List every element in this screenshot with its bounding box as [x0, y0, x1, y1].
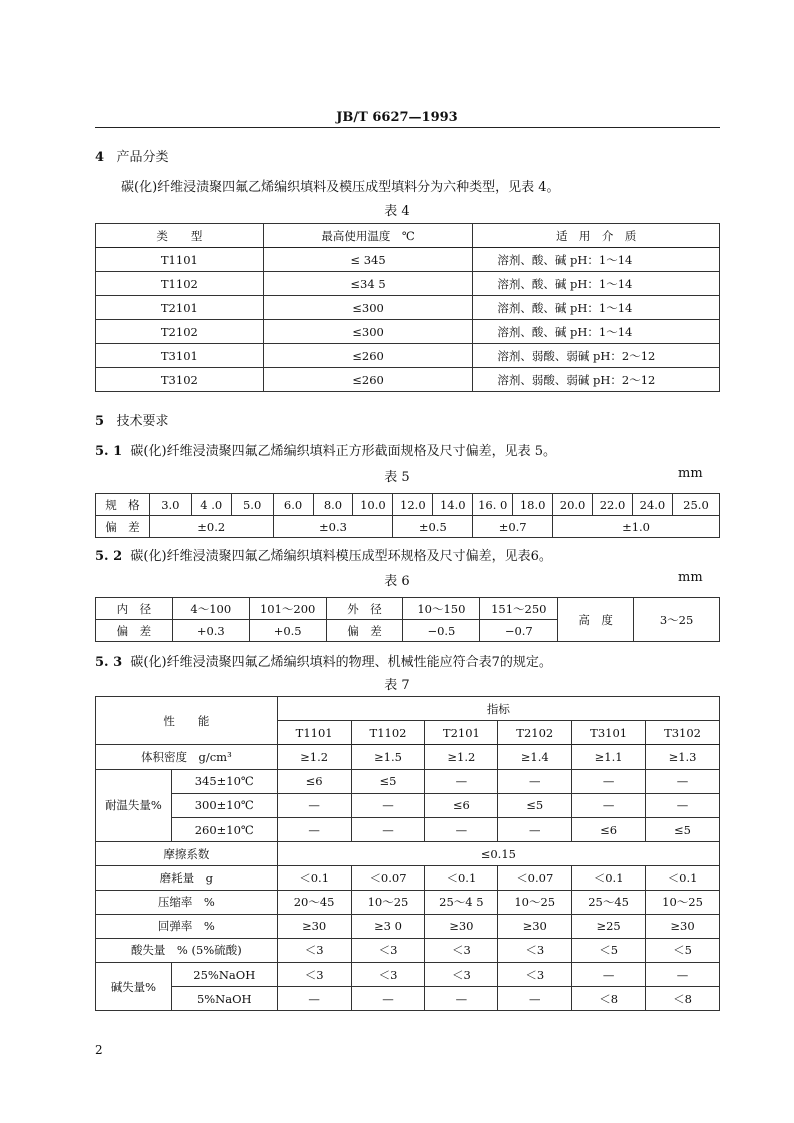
table-cell: ＜3 — [498, 963, 572, 987]
row-label: 偏 差 — [96, 620, 173, 642]
table-cell: +0.5 — [249, 620, 326, 642]
row-label: 压缩率 % — [96, 890, 278, 914]
section-number: 4 — [95, 150, 105, 165]
table-row — [96, 866, 720, 890]
table-cell: 10～25 — [646, 890, 720, 914]
table-cell: 10～150 — [403, 598, 480, 620]
table-cell: ≤5 — [351, 769, 425, 793]
type-header: T1101 — [277, 721, 351, 745]
table-cell: 溶剂、酸、碱 pH：1～14 — [473, 272, 720, 296]
row-label: 摩擦系数 — [96, 842, 278, 866]
table-cell: ±0.2 — [149, 516, 273, 538]
table-cell: ≤0.15 — [277, 842, 719, 866]
table-header-row — [96, 697, 720, 721]
table-cell: ≤6 — [572, 817, 646, 841]
table-4 — [95, 223, 720, 392]
table-cell: 12.0 — [393, 494, 433, 516]
table-cell: 10～25 — [498, 890, 572, 914]
sub-label: 345±10℃ — [171, 769, 277, 793]
sub-label: 25%NaOH — [171, 963, 277, 987]
table-cell: ≤6 — [277, 769, 351, 793]
row-label: 内 径 — [96, 598, 173, 620]
row-label: 规 格 — [96, 494, 150, 516]
sub-label: 260±10℃ — [171, 817, 277, 841]
table-cell: ≥1.4 — [498, 745, 572, 769]
table-cell: 24.0 — [632, 494, 672, 516]
table-row — [96, 494, 720, 516]
row-label: 体积密度 g/cm³ — [96, 745, 278, 769]
table-header: 类 型 — [96, 224, 264, 248]
table-row — [96, 272, 720, 296]
table-cell: ＜5 — [572, 938, 646, 962]
clause-5-3 — [95, 651, 552, 670]
standard-header: JB/T 6627—1993 — [336, 110, 458, 125]
table-cell: 10～25 — [351, 890, 425, 914]
table-cell: −0.5 — [403, 620, 480, 642]
type-header: T3101 — [572, 721, 646, 745]
table-cell: ＜3 — [498, 938, 572, 962]
section-5-heading — [95, 410, 168, 429]
table-cell: 溶剂、酸、碱 pH：1～14 — [473, 296, 720, 320]
table-row — [96, 598, 720, 620]
row-label: 酸失量 % (5%硫酸) — [96, 938, 278, 962]
table-cell: — — [425, 817, 498, 841]
row-label: 偏 差 — [326, 620, 403, 642]
table-cell: T1102 — [96, 272, 264, 296]
table-cell: 101～200 — [249, 598, 326, 620]
header-rule — [95, 127, 720, 128]
paragraph-4: 碳(化)纤维浸渍聚四氟乙烯编织填料及模压成型填料分为六种类型，见表 4。 — [121, 180, 560, 195]
table-cell: ≥1.5 — [351, 745, 425, 769]
table-row — [96, 516, 720, 538]
table-cell: 溶剂、酸、碱 pH：1～14 — [473, 320, 720, 344]
table-cell: −0.7 — [480, 620, 558, 642]
table-4-caption: 表 4 — [384, 204, 410, 219]
table-cell: 20.0 — [553, 494, 593, 516]
table-cell: 3～25 — [634, 598, 720, 642]
table-row — [96, 296, 720, 320]
table-cell: 4～100 — [172, 598, 249, 620]
table-cell: 溶剂、弱酸、弱碱 pH：2～12 — [473, 344, 720, 368]
type-header: T2102 — [498, 721, 572, 745]
table-cell: ≤260 — [263, 368, 473, 392]
table-cell: ＜0.1 — [277, 866, 351, 890]
table-cell: 20～45 — [277, 890, 351, 914]
table-5 — [95, 493, 720, 538]
table-cell: ≥1.1 — [572, 745, 646, 769]
table-cell: ＜8 — [572, 987, 646, 1011]
table-cell: ±0.3 — [273, 516, 393, 538]
table-cell: ＜3 — [425, 963, 498, 987]
table-cell: 6.0 — [273, 494, 313, 516]
table-cell: — — [277, 817, 351, 841]
clause-text: 碳(化)纤维浸渍聚四氟乙烯编织填料正方形截面规格及尺寸偏差，见表 5。 — [130, 444, 556, 459]
table-cell: ＜3 — [277, 963, 351, 987]
table-cell: ≤260 — [263, 344, 473, 368]
table-cell: ±1.0 — [553, 516, 720, 538]
table-6 — [95, 597, 720, 642]
table-cell: 14.0 — [433, 494, 473, 516]
index-header: 指标 — [277, 697, 719, 721]
clause-5-2 — [95, 545, 552, 564]
table-cell: 25～4 5 — [425, 890, 498, 914]
clause-number: 5. 1 — [95, 444, 123, 459]
table-cell: 5.0 — [231, 494, 273, 516]
table-7 — [95, 696, 720, 1011]
table-row — [96, 769, 720, 793]
table-cell: ＜3 — [425, 938, 498, 962]
table-row — [96, 745, 720, 769]
table-row — [96, 320, 720, 344]
table-cell: T1101 — [96, 248, 264, 272]
table-header: 最高使用温度 ℃ — [263, 224, 473, 248]
table-row — [96, 963, 720, 987]
table-cell: 8.0 — [313, 494, 353, 516]
table-cell: 25～45 — [572, 890, 646, 914]
table-cell: ≤300 — [263, 296, 473, 320]
section-4-heading — [95, 146, 168, 165]
table-cell: T2102 — [96, 320, 264, 344]
table-cell: ≥1.2 — [425, 745, 498, 769]
table-cell: 16. 0 — [473, 494, 513, 516]
table-cell: 25.0 — [672, 494, 719, 516]
table-5-unit: mm — [678, 466, 703, 481]
table-row — [96, 344, 720, 368]
table-cell: ≤6 — [425, 793, 498, 817]
clause-5-1 — [95, 440, 556, 459]
table-cell: — — [646, 769, 720, 793]
table-cell: ＜0.07 — [498, 866, 572, 890]
table-row — [96, 793, 720, 817]
table-cell: ≥30 — [498, 914, 572, 938]
clause-number: 5. 2 — [95, 549, 123, 564]
table-cell: 22.0 — [593, 494, 633, 516]
table-cell: 10.0 — [353, 494, 393, 516]
table-cell: — — [498, 817, 572, 841]
table-cell: ≥25 — [572, 914, 646, 938]
row-label: 磨耗量 g — [96, 866, 278, 890]
sub-label: 300±10℃ — [171, 793, 277, 817]
table-row — [96, 987, 720, 1011]
table-cell: ≥30 — [646, 914, 720, 938]
table-cell: — — [498, 769, 572, 793]
section-title: 技术要求 — [116, 414, 169, 429]
table-cell: — — [277, 987, 351, 1011]
table-cell: — — [572, 769, 646, 793]
table-cell: ＜3 — [351, 963, 425, 987]
table-cell: 18.0 — [513, 494, 553, 516]
table-row — [96, 248, 720, 272]
table-row — [96, 368, 720, 392]
table-cell: ＜5 — [646, 938, 720, 962]
table-cell: 4 .0 — [191, 494, 231, 516]
table-cell: ≥1.2 — [277, 745, 351, 769]
table-cell: ＜0.07 — [351, 866, 425, 890]
section-number: 5 — [95, 414, 105, 429]
table-cell: — — [351, 987, 425, 1011]
table-cell: ≤5 — [498, 793, 572, 817]
row-label: 偏 差 — [96, 516, 150, 538]
table-cell: ≤34 5 — [263, 272, 473, 296]
table-cell: 3.0 — [149, 494, 191, 516]
table-cell: — — [572, 963, 646, 987]
table-cell: 溶剂、弱酸、弱碱 pH：2～12 — [473, 368, 720, 392]
table-cell: — — [646, 963, 720, 987]
row-label: 碱失量% — [96, 963, 172, 1011]
table-cell: ＜0.1 — [425, 866, 498, 890]
table-cell: ＜0.1 — [572, 866, 646, 890]
table-cell: T3101 — [96, 344, 264, 368]
table-cell: ＜0.1 — [646, 866, 720, 890]
table-cell: 151～250 — [480, 598, 558, 620]
table-row — [96, 890, 720, 914]
table-header-row — [96, 224, 720, 248]
table-cell: — — [425, 987, 498, 1011]
type-header: T3102 — [646, 721, 720, 745]
table-cell: ≥30 — [425, 914, 498, 938]
table-cell: ≥30 — [277, 914, 351, 938]
row-label: 回弹率 % — [96, 914, 278, 938]
table-cell: ≤ 345 — [263, 248, 473, 272]
table-6-caption: 表 6 — [384, 574, 410, 589]
table-cell: — — [351, 793, 425, 817]
type-header: T1102 — [351, 721, 425, 745]
page-number: 2 — [95, 1043, 103, 1057]
table-row — [96, 842, 720, 866]
table-cell: +0.3 — [172, 620, 249, 642]
table-cell: ＜3 — [277, 938, 351, 962]
table-cell: T2101 — [96, 296, 264, 320]
table-cell: ＜3 — [351, 938, 425, 962]
table-row — [96, 817, 720, 841]
table-row — [96, 914, 720, 938]
row-label: 高 度 — [558, 598, 634, 642]
table-cell: ±0.7 — [473, 516, 553, 538]
row-label: 外 径 — [326, 598, 403, 620]
table-cell: ≥1.3 — [646, 745, 720, 769]
clause-text: 碳(化)纤维浸渍聚四氟乙烯编织填料的物理、机械性能应符合表7的规定。 — [130, 655, 552, 670]
table-cell: ≤5 — [646, 817, 720, 841]
row-label: 耐温失量% — [96, 769, 172, 842]
perf-header: 性 能 — [96, 697, 278, 745]
table-cell: — — [425, 769, 498, 793]
table-7-caption: 表 7 — [384, 678, 410, 693]
table-cell: — — [572, 793, 646, 817]
table-cell: — — [498, 987, 572, 1011]
section-title: 产品分类 — [116, 150, 169, 165]
clause-number: 5. 3 — [95, 655, 123, 670]
table-cell: 溶剂、酸、碱 pH：1～14 — [473, 248, 720, 272]
type-header: T2101 — [425, 721, 498, 745]
sub-label: 5%NaOH — [171, 987, 277, 1011]
table-cell: — — [277, 793, 351, 817]
table-cell: ＜8 — [646, 987, 720, 1011]
table-header: 适 用 介 质 — [473, 224, 720, 248]
table-cell: T3102 — [96, 368, 264, 392]
table-cell: ≥3 0 — [351, 914, 425, 938]
table-5-caption: 表 5 — [384, 470, 410, 485]
table-6-unit: mm — [678, 570, 703, 585]
table-cell: — — [646, 793, 720, 817]
table-row — [96, 938, 720, 962]
table-cell: ≤300 — [263, 320, 473, 344]
clause-text: 碳(化)纤维浸渍聚四氟乙烯编织填料模压成型环规格及尺寸偏差，见表6。 — [130, 549, 552, 564]
table-cell: — — [351, 817, 425, 841]
table-cell: ±0.5 — [393, 516, 473, 538]
